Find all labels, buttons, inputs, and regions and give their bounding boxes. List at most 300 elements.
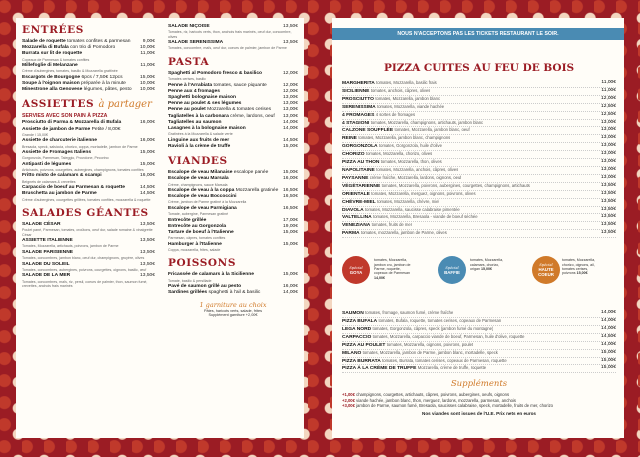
pizza-price: 11,00€ (601, 80, 616, 85)
menu-item-name: ASSIETTE ITALIENNE (22, 238, 73, 244)
pizza-row (342, 358, 616, 366)
pizza-row (342, 135, 616, 143)
section-pasta (168, 56, 298, 150)
supplement-text: viande hachée, jambon blanc, thon, merguez, lardons, mozzarella, parmesan, anchois (356, 397, 517, 403)
pizza-label (342, 80, 437, 87)
item-description: Crème d'aubergines, tomates, basilic & Mozzarella grattinée (22, 69, 118, 74)
pizza-label (342, 191, 476, 198)
pizza-row (342, 167, 616, 175)
pizza-name: PIZZA BUFALA (342, 319, 378, 325)
item-description: Crème d'aubergines, courgettes grillées, tomates confites, mozzarella & roquette (22, 197, 151, 202)
menu-item-price: 13,50€ (140, 249, 155, 255)
pizza-price: 13,00€ (601, 151, 616, 157)
pizza-detail: tomates, Gorgonzola, huile d'olive (378, 143, 442, 149)
supplements-list (342, 392, 616, 408)
special-badge-1 (342, 256, 370, 284)
pizza-detail: tomates, Mozzarella, viande hachée (377, 103, 445, 109)
pizza-price: 13,00€ (601, 135, 616, 141)
pizza-name: PIZZA AU THON (342, 160, 380, 166)
pasta-list (168, 71, 298, 150)
pizza-row (342, 318, 616, 326)
special-description (562, 258, 602, 276)
pizza-price: 13,50€ (601, 198, 616, 204)
entrees-list (22, 39, 155, 93)
menu-item-price: 14,50€ (140, 191, 155, 197)
section-viandes (168, 155, 298, 252)
pizza-price: 13,00€ (601, 166, 616, 172)
pizza-name: CALZONE SOUFFLÉE (342, 128, 394, 134)
pizza-name: DIAVOLA (342, 207, 364, 213)
supplements-title: Suppléments (450, 379, 508, 390)
pizza-price: 13,50€ (601, 182, 616, 188)
menu-item-price: 12,00€ (283, 82, 298, 88)
menu-item-name: Bruschetta au jambon de Parme (22, 191, 97, 197)
menu-item-name: Linguine aux fruits de mer (168, 137, 230, 143)
pizza-price: 13,50€ (601, 230, 616, 236)
pizza-name: PIZZA BURRATA (342, 358, 381, 364)
menu-item-price: 9,00€ (142, 39, 155, 44)
menu-item-name: Assiette de charcuterie italienne (22, 138, 98, 144)
pizza-label (342, 222, 412, 229)
menu-item-label (22, 191, 97, 197)
menu-item-price: 13,50€ (140, 273, 155, 279)
menu-item-name: Tagliatelles à la carbonara (168, 113, 229, 119)
pizza-detail: tomates, Gorgonzola, câpres, speck (jambon fumé du montagne) (372, 325, 494, 331)
pizza-detail: tomates, Mozzarella, chorizo, olives (365, 151, 433, 157)
pizza-price: 13,50€ (601, 190, 616, 196)
menu-item-price: 13,50€ (283, 40, 298, 46)
pizza-detail: tomates, Mozzarella, oignons, poivrons, poulet (386, 341, 474, 347)
menu-item-name: Assiette de Fromages Italiens (22, 150, 92, 156)
pizza-price: 13,00€ (601, 127, 616, 133)
pizza-name: VALTELLINA (342, 215, 372, 221)
pizza-row (342, 230, 616, 238)
pizza-row (342, 143, 616, 151)
special-badge-3 (532, 256, 560, 284)
pizza-price: 14,00€ (601, 310, 616, 316)
menu-item-price: 16,00€ (140, 173, 155, 179)
pizza-price: 13,50€ (601, 214, 616, 220)
pizza-detail: tomates, Mozzarella, merguez, oignons, poivrons, olives (371, 190, 476, 196)
menu-item-price: 15,00€ (283, 170, 298, 176)
menu-item-name: Antipasti de légumes (22, 161, 72, 167)
pizza-price: 13,00€ (601, 159, 616, 165)
pizza-row (342, 310, 616, 318)
menu-item-label (22, 51, 82, 57)
pizza-detail: tomates, Mozzarella, basilic frais (376, 80, 437, 85)
menu-item-name: Escalope de veau Marsala (168, 176, 229, 182)
supplement-line (342, 403, 616, 408)
pizza-row (342, 96, 616, 104)
menu-item-name: Escalope de veau Boccoccini (168, 194, 237, 200)
pizza-price: 14,00€ (601, 318, 616, 324)
pizza-name: PIZZA AU POULET (342, 342, 386, 348)
pizza-price: 13,50€ (601, 206, 616, 212)
pizza-label (342, 318, 501, 325)
menu-item-price: 14,50€ (140, 185, 155, 191)
pizza-list (342, 80, 616, 238)
menu-item-price: 10,00€ (140, 81, 155, 87)
special-description (470, 258, 510, 271)
pizza-section-title: PIZZA CUITES AU FEU DE BOIS (383, 62, 575, 74)
menu-item-label (168, 272, 254, 278)
pizza-name: LEGA NORD (342, 326, 372, 332)
pizza-detail: tomates, fruits de mer (371, 222, 413, 228)
menu-item (22, 87, 155, 93)
menu-item-label (168, 290, 260, 296)
section-title-salades: SALADES GÉANTES (22, 207, 149, 220)
menu-item-name: Sardines grillées (168, 290, 208, 296)
menu-item-detail: Petite / 8,00€ (91, 126, 121, 132)
menu-item-price: 12,00€ (283, 88, 298, 94)
menu-item-price: 13,50€ (140, 238, 155, 244)
pizza-detail: tomates, Mozzarella, jambon blanc, oeuf (394, 127, 470, 133)
menu-item-price: 16,00€ (140, 138, 155, 144)
pizza-price: 13,50€ (601, 222, 616, 228)
pizza-column (342, 58, 616, 416)
pizza-row (342, 159, 616, 167)
menu-item-name: Spaghetti bolognaise maison (168, 95, 236, 101)
menu-item-price: 15,00€ (283, 272, 298, 278)
pizza-label (342, 143, 442, 150)
pizza-label (342, 207, 460, 214)
menu-item-name: Minestrone alla Genovese (22, 87, 83, 93)
pizza-name: 4 STAGIONI (342, 120, 370, 126)
menu-item-name: Prosciutto di Parma & Mozzarella di Bufala (22, 120, 122, 126)
section-salades (22, 207, 155, 289)
pizza-price: 14,00€ (601, 325, 616, 331)
item-description: Tomate, basilic & persillade (168, 278, 212, 283)
menu-item-price: 11,00€ (140, 51, 155, 57)
pizza-name: SAUMON (342, 311, 364, 317)
notice-banner: NOUS N'ACCEPTONS PAS LES TICKETS RESTAURANT LE SOIR. (332, 28, 624, 40)
pizza-label (342, 365, 486, 372)
menu-item-price: 14,00€ (283, 119, 298, 125)
special-description (374, 258, 414, 280)
menu-item-detail: tomates, sauce piquante (213, 82, 267, 88)
menu-item-price: 10,00€ (140, 45, 155, 51)
menu-item-name: Spaghetti al Pomodoro fresco & basilico (168, 70, 263, 76)
item-description: Tomate, aubergine, Parmesan gratiné (168, 212, 229, 217)
menu-item-price: 16,00€ (283, 284, 298, 290)
pizza-name: VÉGÉTARIENNE (342, 183, 381, 189)
pizza-label (342, 342, 473, 349)
special-badge-script: Spécial (445, 265, 459, 270)
supplement-text: jambon de Parme, saumon fumé, Bresaola, saucisses calabraise, speck, mortadelle, fruits de mer, chorizo (356, 402, 554, 408)
item-description: Gratinées à la Mozzarella & salade verte (168, 132, 233, 137)
section-title-pasta: PASTA (168, 55, 210, 68)
pizza-name: MARGHERITA (342, 81, 375, 86)
menu-item-name: Assiette de jambon de Parme (22, 126, 91, 132)
menu-item (168, 144, 298, 150)
pizza-detail: 4 sortes de fromages (375, 111, 416, 117)
pizza-label (342, 120, 483, 127)
supplement-price: +1,00€ (342, 392, 355, 398)
menu-item-name: Entrecôte au Gorgonzola (168, 223, 227, 229)
menu-item-price: 11,00€ (140, 63, 155, 69)
menu-item-label (22, 173, 102, 179)
menu-item-name: Penne aux 4 fromages (168, 88, 220, 94)
pizza-label (342, 358, 507, 365)
pizza-detail: tomates, Mozzarella, anchois, câpres, olives (376, 166, 459, 172)
menu-item-price: 10,00€ (140, 87, 155, 93)
pizza-row (342, 342, 616, 350)
pizza-detail: tomates, Mozzarella, carpaccio viande de boeuf, Parmesan, huile d'olive, roquette (372, 333, 525, 339)
pizza-label (342, 159, 442, 166)
menu-item-name: Escalope de veau Parmigiana (168, 205, 237, 211)
section-poissons (168, 257, 298, 317)
supplement-price: +3,00€ (342, 402, 355, 408)
item-description: Copeaux de Parmesan & tomates confites (22, 57, 90, 62)
pizza-name: PIZZA À LA CRÈME DE TRUFFE (342, 366, 417, 372)
pizza-row (342, 199, 616, 207)
pizza-detail: tomates, Mozzarella, Bresaola - viande de boeuf séchée (373, 214, 478, 220)
pizza-name: SICILIENNE (342, 88, 370, 94)
pizza-label (342, 151, 432, 158)
menu-item-name: SALADE PARISIENNE (22, 249, 73, 255)
item-description: Tomates, concombres, aubergines, poivrons, courgettes, oignons, basilic, œuf (22, 267, 147, 272)
menu-item-label (22, 87, 132, 93)
menu-item-price: 13,00€ (283, 101, 298, 107)
pizza-detail: tomates, Mozzarella, saucisse calabraise pimentée (365, 206, 460, 212)
pizza-detail: tomates, Mozzarella, jambon blanc (375, 95, 441, 101)
pizza-detail: tomates, Mozzarella, thon, olives (380, 159, 442, 165)
menu-item-label (168, 144, 230, 150)
special-badge-name: HAUTE COEUR (538, 267, 554, 278)
menu-item-name: Escalope de veau à la coppa (168, 188, 235, 194)
pizza-label (342, 127, 470, 134)
pizza-row (342, 365, 616, 373)
menu-item-name: Millefoglie di Melanzane (22, 63, 78, 69)
pizza-name: GORGONZOLA (342, 144, 378, 150)
assiettes-subtitle: SERVIES AVEC SON PAIN À PIZZA (22, 113, 108, 120)
menu-item-name: Penne au poulet (168, 107, 206, 113)
section-title-entrees: ENTRÉES (22, 24, 84, 36)
pizza-row (342, 183, 616, 191)
pizza-name: SERENISSIMA (342, 104, 376, 110)
pizza-row (342, 104, 616, 112)
menu-item-name: SALADE DE LA MER (22, 273, 71, 279)
garniture-title: 1 garniture au choix (199, 300, 267, 309)
pizza-detail: tomates, Mozzarella, champignons, artichauts, jambon blanc (370, 119, 484, 125)
left-column-1 (22, 24, 155, 294)
pizza-detail: tomates, Bufala, roquette, tomates cerises, copeaux de Parmesan (378, 318, 502, 324)
footer-note: Nos viandes sont issues de l'U.E. Prix nets en euros (422, 410, 536, 416)
pizza-detail: tomates, fromage, saumon fumé, crème fraîche (365, 310, 454, 316)
menu-item-detail: Mozzarella gratinée (235, 188, 279, 194)
supplement-price: +2,00€ (342, 397, 355, 403)
section-title-viandes: VIANDES (168, 155, 228, 168)
item-description: Tomates, concombres, jambon blanc, oeuf dur, champignons, gruyère, olives (22, 256, 145, 261)
pizza-price: 14,00€ (601, 341, 616, 347)
menu-item-price: 13,50€ (140, 261, 155, 267)
pizza-price: 14,50€ (601, 333, 616, 339)
pizza-price: 15,00€ (601, 365, 616, 371)
pizza-detail: tomates, Mozzarella, jambon blanc, champignons (358, 135, 451, 141)
menu-item-name: Mozzarella di Bufala (22, 45, 69, 51)
viandes-list (168, 170, 298, 252)
item-description: Tomates, Mozzarella, artichauts, poivrons, jambon de Parme (22, 244, 119, 249)
menu-item-name: SALADE SERENISSIMA (168, 40, 224, 46)
menu-item-name: Tagliatelles au saumon (168, 119, 222, 125)
special-badge-name: BAFFIE (444, 269, 460, 275)
item-description: Coppa, mozzarella, frites, salade (168, 247, 221, 252)
pizza-row (342, 207, 616, 215)
menu-item-detail: 6pcs / 7,50€ 12pcs (81, 74, 123, 80)
pizza-row (342, 175, 616, 183)
specials-area (342, 242, 616, 304)
menu-item-price: 15,00€ (283, 143, 298, 149)
menu-item-price: 19,00€ (283, 223, 298, 229)
pizza-label (342, 112, 415, 119)
menu-item-price: 12,00€ (283, 70, 298, 76)
special-desc-text: tomates, Mozzarella, calamars, chorizo, origan (470, 258, 504, 271)
pizza-name: VENEZIANA (342, 223, 371, 229)
menu-item-label (22, 127, 120, 133)
pizza-label (342, 167, 458, 174)
pizza-label (342, 183, 530, 190)
menu-item-name: Lasagnes à la bolognaise maison (168, 126, 246, 132)
pizza-row (342, 334, 616, 342)
menu-item-price: 16,00€ (283, 176, 298, 182)
menu-item-name: Pavé de saumon grillé au pesto (168, 284, 242, 290)
pizza-detail: tomates, anchois, câpres, olives (370, 87, 431, 93)
left-column-2 (168, 24, 298, 323)
pizza-name: MILANO (342, 350, 362, 356)
menu-item-price: 17,00€ (283, 217, 298, 223)
special-badge-name: GOYA (349, 269, 363, 275)
pizza-price: 12,50€ (601, 103, 616, 109)
menu-item-price: 14,50€ (283, 137, 298, 143)
menu-item-price: 15,00€ (140, 74, 155, 80)
pizza-name: CARPACCIO (342, 334, 372, 340)
pizza-price: 13,00€ (601, 174, 616, 180)
menu-item-price: 16,00€ (140, 120, 155, 126)
menu-item-price: 14,00€ (283, 290, 298, 296)
pizza-name: PARMA (342, 231, 360, 237)
section-title-poissons: POISSONS (168, 257, 237, 270)
menu-item-detail: escalope panée (233, 170, 269, 176)
menu-item-label (22, 262, 70, 268)
menu-item-label (22, 138, 97, 144)
menu-item-detail: préparée à la minute (81, 81, 126, 87)
pizza-detail: tomates, Mozzarella, chèvre, miel (377, 198, 440, 204)
menu-page-right (332, 18, 624, 438)
pizza-price: 15,00€ (601, 349, 616, 355)
menu-item-name: Ravioli à la crème de truffe (168, 143, 231, 149)
section-title-assiettes (22, 98, 155, 110)
menu-item-price: 16,50€ (283, 188, 298, 194)
menu-item-name: Fricassée de calamars à la Sicilienne (168, 272, 254, 278)
pizza-price: 12,00€ (601, 95, 616, 101)
pizza-label (342, 88, 430, 95)
pizza-row (342, 88, 616, 96)
item-description: Poulet pané, Parmesan, tomates, croûtons, oeuf dur, salade romaine & vinaigrette César (22, 228, 153, 237)
pizza-label (342, 326, 493, 333)
item-description: Crème, jambon de Parme gratiné à la Mozzarella (168, 200, 247, 205)
pizza-row (342, 222, 616, 230)
pizza-label (342, 104, 444, 111)
menu-item-price: 15,00€ (140, 161, 155, 167)
pizza-row (342, 214, 616, 222)
pizza-label (342, 199, 439, 206)
garniture-desc: Pâtes, haricots verts, salade, frites (203, 308, 263, 313)
section-salades-2 (168, 24, 298, 51)
menu-item-price: 13,00€ (283, 95, 298, 101)
menu-item-price: 13,50€ (283, 24, 298, 29)
special-badge-script: Spécial (539, 263, 553, 268)
item-description: Artichauts, poivrons, courgettes, aubergines, champignons, tomates confites (22, 167, 144, 172)
poissons-list (168, 272, 298, 296)
menu-item-price: 16,50€ (283, 205, 298, 211)
pizza-price: 12,50€ (601, 111, 616, 117)
item-description: Parmesan, câpres, tomates confites (168, 236, 226, 241)
menu-item-label (22, 273, 70, 279)
pizza-detail: tomates, Mozzarella, jambon de Parme, jambon blanc, mortadelle, speck (362, 349, 498, 355)
pizza-row (342, 191, 616, 199)
item-description: Crème, champignons, sauce Marsala (168, 182, 228, 187)
menu-item-price: 15,00€ (283, 241, 298, 247)
item-description: Bresaola, speck, salsiccia, chorizo, coppa, mortadelle, jambon de Parme (22, 144, 138, 149)
menu-item-detail: Mozzarella & tomates cerises (207, 107, 272, 113)
assiettes-title-text: ASSIETTES (22, 98, 95, 111)
pizza-price: 15,00€ (601, 357, 616, 363)
pizza-label (342, 230, 447, 237)
menu-item-name: Hamburger à l'Italienne (168, 241, 222, 247)
menu-item-name: Tartare de boeuf à l'Italienne (168, 230, 234, 236)
pizza-name: 4 FROMAGES (342, 112, 375, 118)
pizza-detail: tomates, mozzarella, jambon de Parme, olives (360, 230, 447, 236)
supplement-text: champignons, courgettes, artichauts, câpres, poivrons, aubergines, oeufs, oignons (356, 392, 510, 398)
pizza-row (342, 80, 616, 88)
special-badge-2 (438, 256, 466, 284)
pizza-detail: Mozzarella, crème de truffe, roquette (417, 365, 487, 371)
pizza-detail: crème fraîche, Mozzarella, lardons, oignons, oeuf (369, 174, 462, 180)
menu-item-price: 15,00€ (283, 230, 298, 236)
menu-item-name: Escalope de veau Milanaise (168, 170, 233, 176)
pizza-name: ORIENTALE (342, 191, 370, 197)
menu-item-name: Entrecôte grillée (168, 217, 207, 223)
menu-item-name: SALADE NIÇOISE (168, 24, 210, 29)
assiettes-list (22, 120, 155, 202)
menu-item-name: Escargots de Bourgogne (22, 74, 81, 80)
pizza-label (342, 135, 450, 142)
menu-item-name: SALADE CÉSAR (22, 222, 61, 228)
menu-item-detail: con trio di Pomodoro (70, 45, 116, 51)
garniture-supplement: Supplément garniture +2,00€ (208, 313, 258, 318)
pizza-label (342, 334, 525, 341)
pizza-row (342, 112, 616, 120)
pizza-row (342, 127, 616, 135)
menu-item-detail: légumes, pâtes, pesto (83, 87, 132, 93)
pizza-detail: tomates, Burrata, tomates cerises, copeaux de Parmesan, roquette (382, 357, 507, 363)
menu-item-name: SALADE DU SOLEIL (22, 261, 70, 267)
pizza-label (342, 96, 440, 103)
pizza-name: REINE (342, 136, 357, 142)
pizza-label (342, 310, 453, 317)
pizza-name: PAYSANNE (342, 175, 369, 181)
menu-item-price: 13,00€ (283, 113, 298, 119)
item-description: Tomates, concombre, maïs, oeuf dur, coeurs de palmier, jambon de Parme (168, 46, 287, 51)
menu-item-name: Penne au poulet & ses légumes (168, 101, 242, 107)
pizza-label (342, 350, 498, 357)
menu-item-price: 14,00€ (283, 126, 298, 132)
menu-item-name: Carpaccio de boeuf au Parmesan & roquette (22, 185, 126, 191)
pizza-row (342, 120, 616, 128)
menu-item-name: Soupe à l'oignon maison (22, 81, 80, 87)
menu-item-name: Fritto misto de calamars & scampi (22, 173, 102, 179)
menu-item-price: 16,50€ (283, 194, 298, 200)
